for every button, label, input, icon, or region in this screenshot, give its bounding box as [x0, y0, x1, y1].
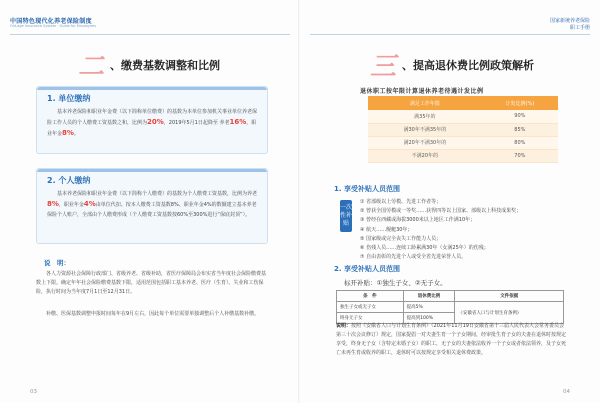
table-cell: 满35年的 — [368, 110, 482, 123]
table-row — [368, 149, 558, 162]
header-title-line: 职工手册 — [569, 25, 590, 31]
note-paragraph-1: 各人力资源社会保障行政部门、省级养老、省级补助，省医疗保障局会布实省当年度社会保险缴费基数上下限。确定年年社会保险缴费基数下限，适用范围包括职工基本养老、医疗（生育）、失业和工伤保险，执行时间为当年度7月1日至12月31日。 — [36, 271, 267, 295]
list-item: ⑥ 伤残人员……连续工龄累满30年（女满25年）的伤残； — [360, 245, 489, 252]
list-item: ① 省部级以上劳模、先进工作者等； — [360, 199, 442, 205]
text-part: 由单位代扣。按本人缴费工资基数8%、职业年金4%的数额建立基本养老保险个人账户，全部由个人缴费形成（个人缴费工资基数按60%至300%进行“保底封顶”）。 — [47, 202, 257, 218]
text-part: 。 — [73, 131, 79, 137]
list-item: ② 曾获全国劳模或一等奖……获得四等以上国家、部级以上科技成果奖； — [360, 208, 522, 215]
text-part: 基本养老保险和职业年金费（以下简称单位缴费）的基数为本单位参加机关事业单位养老保险工作人员的个人缴费工资基数之和，比例为 — [47, 109, 258, 126]
highlight-rate: 16% — [229, 118, 247, 126]
box-title: 2. 个人缴纳 — [47, 176, 91, 185]
table-cell: 85% — [482, 123, 558, 136]
header-logo: 中国特色现代化养老保险制度 — [10, 18, 92, 25]
header-title — [550, 18, 590, 32]
section-number: 二 — [78, 52, 105, 82]
section-title: 、提高退休费比例政策解析 — [402, 58, 535, 72]
note-label: 说 明： — [44, 259, 70, 267]
text-part: ，职业年金 — [58, 202, 84, 208]
section-heading — [370, 46, 534, 83]
table-header-row — [337, 291, 564, 302]
table-cell: 满30年不满35年的 — [368, 123, 482, 136]
right-page — [300, 0, 600, 403]
highlight-rate: 4% — [83, 200, 96, 208]
unit-contribution-box — [36, 86, 268, 154]
table-cell: 90% — [482, 110, 558, 123]
page-number: 04 — [563, 389, 570, 395]
explanation — [336, 322, 568, 358]
table-header-row — [368, 96, 558, 110]
section-number: 三 — [370, 52, 397, 82]
table-cell: 满20年不满30年的 — [368, 136, 482, 149]
list-item: ⑦ 自由表彰的先进个人或受全省先进荣誉人员。 — [360, 254, 467, 261]
table-title: 退休职工按年限计算退休养老待遇计发比例 — [360, 88, 484, 95]
table-header-cell: 文件依据 — [455, 291, 564, 302]
box-topbar — [37, 169, 267, 172]
table-cell: 提高到100% — [403, 313, 455, 324]
highlight-rate: 20% — [147, 118, 164, 126]
table-row — [337, 302, 564, 313]
subsection-title: 2. 享受补贴人员范围 — [334, 265, 400, 273]
table-cell: 80% — [482, 136, 558, 149]
table-header-cell: 退休费比例 — [403, 291, 455, 302]
highlight-rate: 8% — [47, 200, 59, 208]
note-paragraph-2: 补缴、医保基数调整申报时间每年在9月左右，因此每个单位需要单独调整后个人补缴基数补缴。 — [46, 311, 260, 317]
eligibility-list — [360, 198, 588, 262]
condition-line: 标开补贴：①独生子女、②无子女。 — [344, 279, 447, 287]
table-cell: 70% — [482, 149, 558, 162]
table-header-cell: 满足工作年限 — [368, 96, 482, 110]
retirement-ratio-table — [368, 96, 558, 163]
explanation-label: 说明： — [336, 323, 352, 329]
text-part: 基本养老保险和职业年金费（以下简称个人缴费）的基数为个人缴费工资基数，比例为养老 — [57, 191, 258, 197]
table-header-cell: 计发比例(%) — [482, 96, 558, 110]
header-rule — [310, 34, 590, 35]
highlight-rate: 8% — [62, 129, 74, 137]
box-topbar — [37, 87, 267, 90]
personal-contribution-box — [36, 168, 268, 244]
subsection-title: 1. 享受补贴人员范围 — [334, 185, 400, 193]
text-part: ，职业年金 — [47, 120, 257, 137]
calc-table — [336, 290, 564, 324]
table-cell: 《安徽省人口与计划生育条例》 — [455, 302, 564, 324]
list-item: ⑤ 国家级或完全丧失工作能力人员； — [360, 235, 442, 242]
box-text — [47, 189, 257, 220]
box-text — [47, 107, 257, 139]
table-cell: 终身无子女 — [337, 313, 404, 324]
explanation-text: 按照《安徽省人口与计划生育条例》（2021年11月19日安徽省第十三届人民代表大会常务委员会第三十次会议修订）规定，国家提倡一对夫妻生育一个子女期间，经审批生育子女的夫妻在退休时按规定享受，终身无子女（含特定未婚子女）的职工，无子女的夫妻依法收养一个子女或者依法领养，及子女死亡未再生育或收养的职工，退休时可以按规定享受相关退休费政策。 — [336, 323, 567, 356]
table-row — [368, 136, 558, 149]
table-cell: 提高5% — [403, 302, 455, 313]
table-header-cell: 条 件 — [337, 291, 404, 302]
page-number: 03 — [30, 389, 37, 395]
box-title: 1. 单位缴纳 — [47, 94, 91, 103]
header-title-line: 国家新统养老保险 — [549, 18, 590, 24]
table-cell: 不满20年的 — [368, 149, 482, 162]
list-item: ④ 航天……舰艇30年； — [360, 226, 413, 233]
header-rule — [10, 34, 290, 35]
side-tag: 一次性补贴 — [340, 200, 352, 232]
text-part: ，2019年5月1日起降至 养老 — [163, 120, 230, 126]
section-title: 、缴费基数调整和比例 — [110, 58, 221, 72]
table-row — [368, 110, 558, 123]
list-item: ③ 曾经在西藏或海拔3000米以上地区工作满10年； — [360, 217, 476, 224]
section-heading — [78, 46, 220, 83]
header-subtitle: Old-age Insurance System · Guide for Employees — [10, 24, 96, 28]
table-cell: 独生子女或无子女 — [337, 302, 404, 313]
table-row — [368, 123, 558, 136]
